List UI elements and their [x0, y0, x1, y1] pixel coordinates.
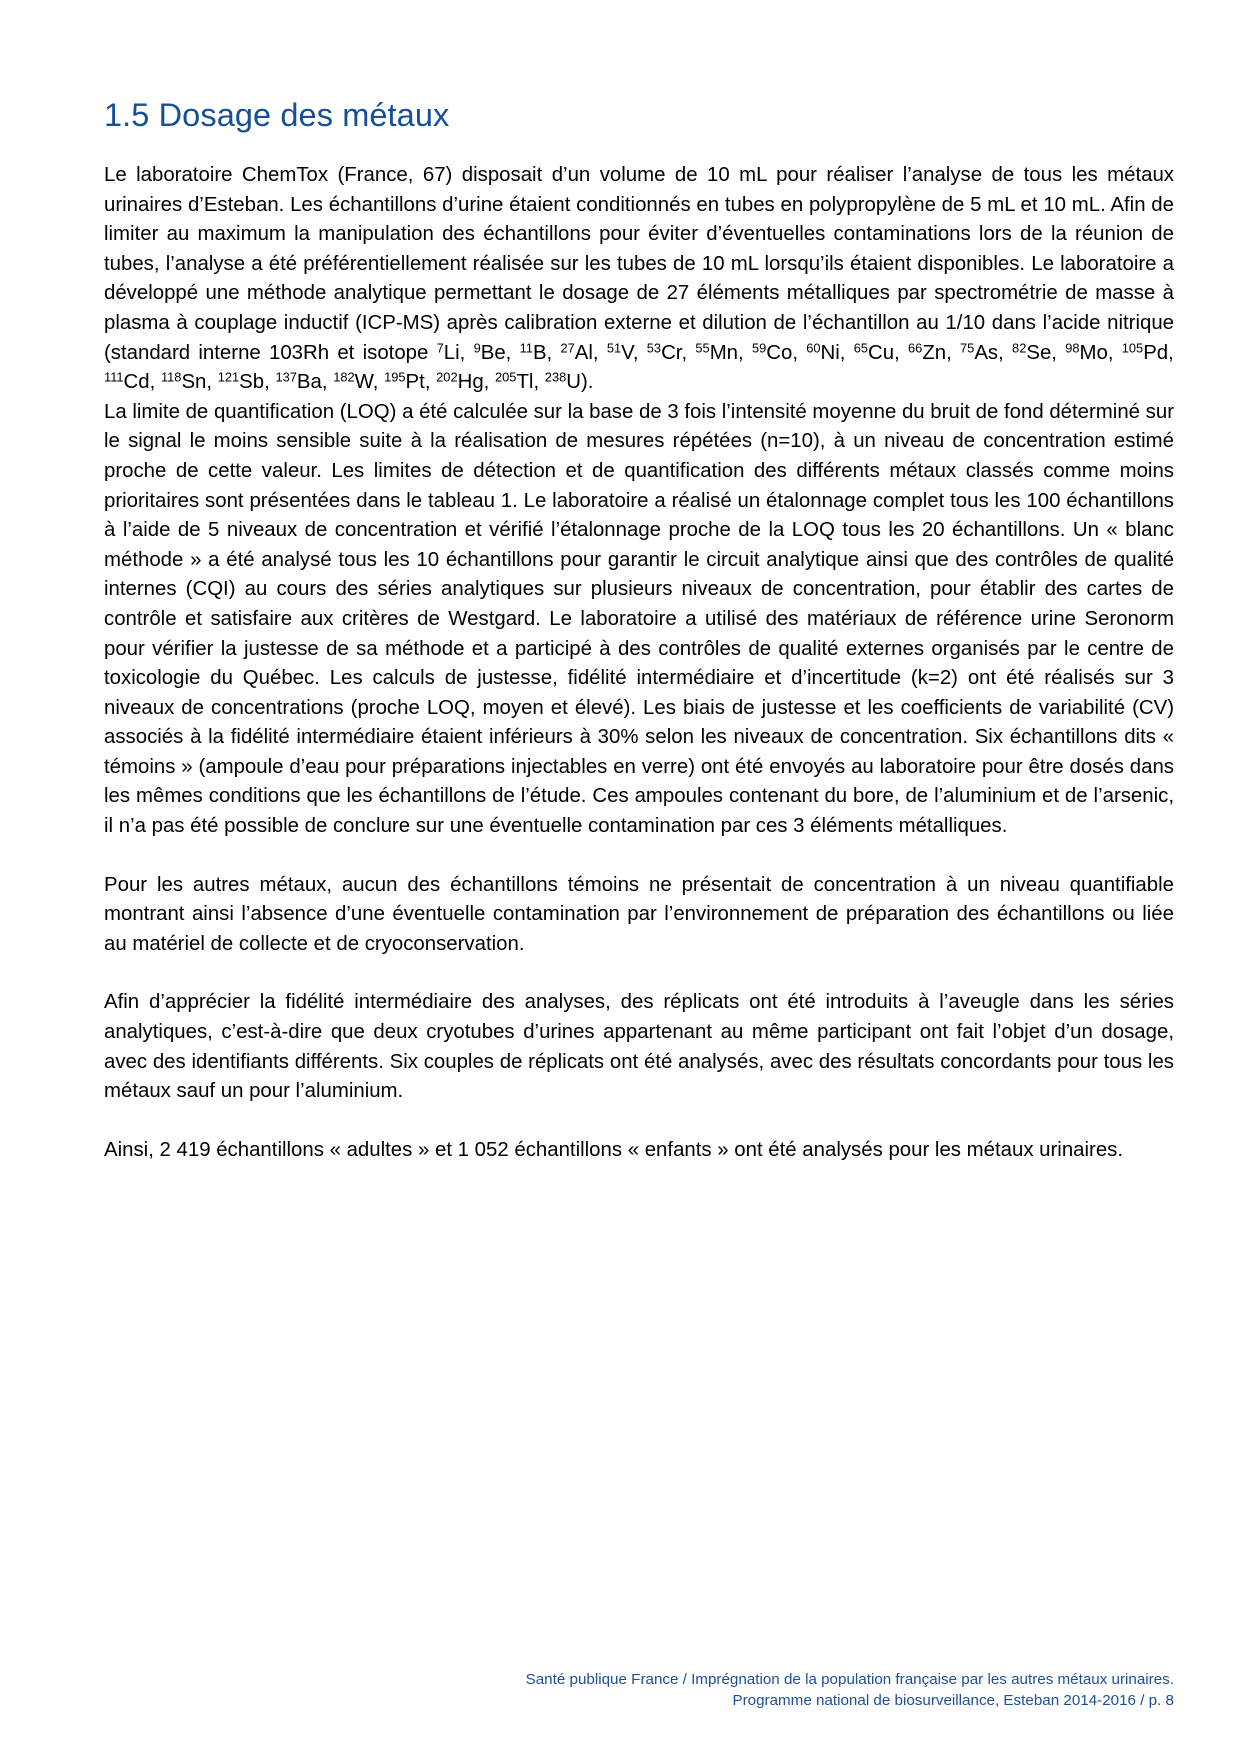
isotope-mass-number: 59 — [751, 339, 767, 355]
page-title: 1.5 Dosage des métaux — [104, 97, 450, 133]
isotope-symbol: Se — [1026, 341, 1052, 364]
isotope-symbol: Cu — [868, 341, 895, 364]
paragraph-text-part1: Le laboratoire ChemTox (France, 67) disposait d’un volume de 10 mL pour réaliser l’analyse de tous les métaux urinaires d’Esteban. Les échantillons d’urine étaient conditionnés en tubes en polypropylène de 5 mL et 10 mL. Afin de limiter au maximum la manipulation des échantillons pour éviter d’éventuelles contaminations lors de la réunion de tubes, l’analyse a été préférentiellement réalisée sur les tubes de 10 mL lorsqu’ils étaient disponibles. Le laboratoire a développé une méthode analytique permettant le dosage de 27 éléments métalliques par spectrométrie de masse à plasma à couplage inductif (ICP-MS) après calibration externe et dilution de l’échantillon au 1/10 dans l’acide nitrique (standard interne 103Rh et isotope — [104, 164, 1174, 364]
isotope-symbol: Ni — [820, 341, 840, 364]
isotope-symbol: V — [621, 341, 633, 364]
isotope-symbol: Hg — [457, 371, 484, 394]
isotope-mass-number: 53 — [646, 339, 662, 355]
isotope-symbol: Sn — [181, 371, 207, 394]
isotope-symbol: Tl — [516, 371, 534, 394]
isotope-symbol: Ba — [296, 371, 322, 394]
isotope-mass-number: 60 — [806, 339, 821, 355]
isotope-symbol: As — [974, 341, 999, 364]
isotope-mass-number: 82 — [1012, 339, 1027, 355]
isotope-mass-number: 9 — [473, 339, 481, 355]
isotope-symbol: Zn — [922, 341, 947, 364]
isotope-mass-number: 27 — [560, 339, 575, 355]
paragraph-replicates: Afin d’apprécier la fidélité intermédiaire des analyses, des réplicats ont été introduits à l’aveugle dans les séries analytiques, c’est-à-dire que deux cryotubes d’urines appartenant au même participant ont fait l’objet d’un dosage, avec des identifiants différents. Six couples de réplicats ont été analysés, avec des résultats concordants pour tous les métaux sauf un pour l’aluminium. — [104, 991, 1174, 1103]
page-content — [104, 96, 1174, 1165]
isotope-symbol: Cr — [661, 341, 682, 364]
isotope-mass-number: 238 — [544, 369, 567, 385]
isotope-symbol: W — [354, 371, 373, 394]
isotope-mass-number: 11 — [519, 339, 533, 355]
isotope-mass-number: 121 — [217, 369, 240, 385]
paragraph-spacer — [104, 959, 1174, 988]
isotope-mass-number: 182 — [333, 369, 355, 385]
paragraph-laboratory-method — [104, 161, 1174, 398]
isotope-mass-number: 202 — [436, 369, 458, 385]
isotope-symbol: Mo — [1079, 341, 1108, 364]
isotope-symbol: U — [566, 371, 581, 394]
isotope-symbol: Sb — [239, 371, 265, 394]
isotope-symbol: Co — [766, 341, 793, 364]
paragraph-spacer — [104, 842, 1174, 871]
isotope-mass-number: 105 — [1121, 339, 1144, 355]
isotope-symbol: B — [532, 341, 547, 364]
isotope-mass-number: 66 — [908, 339, 923, 355]
footer-line-programme: Programme national de biosurveillance, Esteban 2014-2016 / p. 8 — [732, 1692, 1174, 1709]
isotope-mass-number: 195 — [384, 369, 406, 385]
footer-line-organisation: Santé publique France / Imprégnation de la population française par les autres métaux urinaires. — [525, 1671, 1174, 1688]
isotope-symbol: Be — [480, 341, 506, 364]
isotope-mass-number: 65 — [853, 339, 869, 355]
paragraph-text-part2: ). — [580, 371, 594, 394]
isotope-mass-number: 51 — [606, 339, 622, 355]
page-footer — [0, 1669, 1241, 1711]
isotope-symbol: Al — [574, 341, 593, 364]
isotope-symbol: Cd — [123, 371, 150, 394]
isotope-symbol: Pt — [405, 371, 425, 394]
isotope-mass-number: 111 — [104, 369, 124, 385]
isotope-mass-number: 75 — [960, 339, 975, 355]
isotope-symbol: Mn — [709, 341, 739, 364]
isotope-mass-number: 98 — [1065, 339, 1080, 355]
isotope-symbol: Li — [443, 341, 460, 364]
isotope-mass-number: 137 — [275, 369, 297, 385]
isotope-mass-number: 205 — [495, 369, 517, 385]
isotope-mass-number: 7 — [436, 339, 444, 355]
isotope-list: $^7$Li, $^9$Be, $^{11}$B, $^{27}$Al, $^{51}$V, $^{53}$Cr, $^{55}$Mn, $^{59}$Co, $^{60}$Ni, $^{65}$Cu, $^{66}$Zn, $^{75}$As, $^{82}$Se, $^{98}$Mo, $^{105}$Pd, $^{111}$Cd, $^{118}$Sn, $^{121}$Sb, $^{137}$Ba, $^{182}$W, $^{195}$Pt, $^{202}$Hg, $^{205}$Tl, $^{238}$U — [104, 339, 1174, 394]
isotope-mass-number: 55 — [695, 339, 710, 355]
paragraph-loq-quality-control: La limite de quantification (LOQ) a été calculée sur la base de 3 fois l’intensité moyenne du bruit de fond déterminé sur le signal le moins sensible suite à la réalisation de mesures répétées (n=10), à un niveau de concentration estimé proche de cette valeur. Les limites de détection et de quantification des différents métaux classés comme moins prioritaires sont présentées dans le tableau 1. Le laboratoire a réalisé un étalonnage complet tous les 100 échantillons à l’aide de 5 niveaux de concentration et vérifié l’étalonnage proche de la LOQ tous les 20 échantillons. Un « blanc méthode » a été analysé tous les 10 échantillons pour garantir le circuit analytique ainsi que des contrôles de qualité internes (CQI) au cours des séries analytiques sur plusieurs niveaux de concentration, pour établir des cartes de contrôle et satisfaire aux critères de Westgard. Le laboratoire a utilisé des matériaux de référence urine Seronorm pour vérifier la justesse de sa méthode et a participé à des contrôles de qualité externes organisés par le centre de toxicologie du Québec. Les calculs de justesse, fidélité intermédiaire et d’incertitude (k=2) ont été réalisés sur 3 niveaux de concentrations (proche LOQ, moyen et élevé). Les biais de justesse et les coefficients de variabilité (CV) associés à la fidélité intermédiaire étaient inférieurs à 30% selon les niveaux de concentration. Six échantillons dits « témoins » (ampoule d’eau pour préparations injectables en verre) ont été envoyés au laboratoire pour être dosés dans les mêmes conditions que les échantillons de l’étude. Ces ampoules contenant du bore, de l’aluminium et de l’arsenic, il n’a pas été possible de conclure sur une éventuelle contamination par ces 3 éléments métalliques. — [104, 400, 1174, 838]
paragraph-sample-counts: Ainsi, 2 419 échantillons « adultes » et 1 052 échantillons « enfants » ont été analysés pour les métaux urinaires. — [104, 1138, 1124, 1161]
paragraph-spacer — [104, 1107, 1174, 1136]
isotope-symbol: Pd — [1143, 341, 1169, 364]
paragraph-other-metals: Pour les autres métaux, aucun des échantillons témoins ne présentait de concentration à un niveau quantifiable montrant ainsi l’absence d’une éventuelle contamination par l’environnement de préparation des échantillons ou liée au matériel de collecte et de cryoconservation. — [104, 873, 1174, 955]
isotope-mass-number: 118 — [160, 369, 182, 385]
